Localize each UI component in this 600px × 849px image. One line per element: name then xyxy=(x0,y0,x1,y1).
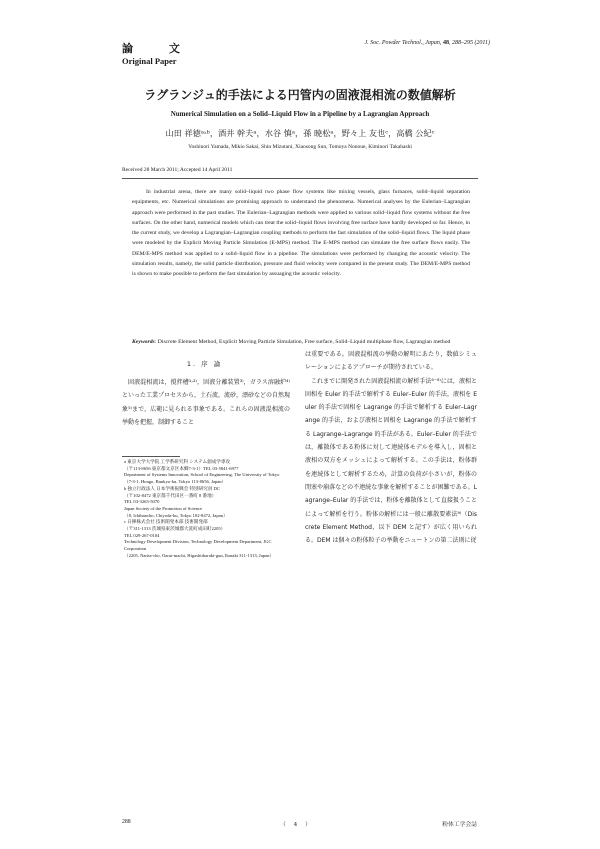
abstract: In industrial arena, there are many solid–liquid two phase flow systems like mixing vessels, glass furnaces, solid–liquid separation equipments, etc. Numerical simulations are promising approach to understand the phenomena. Numerical analyses by the Eulerian–Lagrangian approach were performed in the past studies. The Eulerian–Lagrangian methods were applied to various solid–liquid flow systems without the free surfaces. On the other hand, numerical models which can treat the solid–liquid flows involving free surface have hardly developed so far. Hence, in the current study, we develop a Lagrangian–Lagrangian coupling methods to perform the fast simulation of the solid–liquid flows. The liquid phase were modeled by the Explicit Moving Particle Simulation (E-MPS) method. The E-MPS method can simulate the free surface flows easily. The DEM/E-MPS method was applied to a solid–liquid flow in a pipeline. The simulations were performed by changing the acoustic velocity. The simulation results, namely, the solid particle distribution, pressure and fluid velocity were compared in the present study. The DEM/E-MPS method is shown to make possible to perform the fast simulation by assuaging the acoustic velocity. xyxy=(132,189,470,278)
section-label-ja: 論 文 xyxy=(122,42,196,55)
keywords-text: : Discrete Element Method, Explicit Moving Particle Simulation, Free surface, Solid–Liquid multiphase flow, Lagrangian method xyxy=(154,339,451,345)
section-label-en: Original Paper xyxy=(122,56,177,66)
affiliation-line: b 独立行政法人 日本学術振興会 特別研究員 DC xyxy=(124,485,220,491)
affiliation-line: c 日揮株式会社 技術開発本部 技術開発部 xyxy=(124,519,208,525)
title-ja: ラグランジュ的手法による円管内の固液混相流の数値解析 xyxy=(144,88,456,102)
affiliation-line: （〒113-8656 東京都文京区本郷7-3-1）TEL 03-5841-6977 xyxy=(124,465,239,471)
journal-suffix: , 288–295 (2011) xyxy=(448,40,490,46)
keywords-label: Keywords xyxy=(132,339,155,345)
right-column xyxy=(305,348,477,547)
right-para-2: これまでに開発された固液混相流の解析手法⁶⁻⁸⁾には，液相と固相を Euler 的手法で解析する Euler–Euler 的手法，液相を Euler 的手法で固相を Lagrange 的手法で解析する Euler–Lagrange 的手法，および液相と固相を Lagrange 的手法で解析する Lagrange–Lagrange 的手法がある。Euler–Euler 的手法では，離散体である粉体に対して連続体モデルを導入し，固相と液相の双方をメッシュによって解析する。この手法は，粉体群を連続体として解析するため，計算の負荷が小さいが，粉体の閉塞や崩落などの不連続な事象を解析することが困難である。Lagrange–Eular 的手法では，粉体を離散体として直接扱うことによって解析を行う。粉体の解析には一般に離散要素法⁹⁾（Discrete Element Method，以下 DEM と記す）が広く用いられる。DEM は個々の粉体粒子の挙動をニュートンの第二法則に従 xyxy=(305,377,477,545)
journal-citation xyxy=(365,40,491,46)
authors-en: Yoshinori Yamada, Mikio Sakai, Shin Mizutani, Xiaosong Sun, Tomoya Nonoue, Kiminori Takahashi xyxy=(188,144,412,150)
page-number: 288 xyxy=(122,819,131,825)
intro-paragraph: 固液混相流は，撹拌槽¹˒²⁾，固液分離装置³⁾，ガラス溶融炉⁴⁾といった工業プロセスから，土石流，流砂，漂砂などの自然現象⁵⁾まで，広範に見られる事象である。これらの固液混相流の挙動を把握，制御すること xyxy=(122,379,291,426)
affiliations xyxy=(124,459,292,560)
affiliation-line: （2205, Narita-cho, Oarai-machi, Higashiibaraki-gun, Ibaraki 311-1313, Japan） xyxy=(124,552,274,558)
section-heading-intro: 1. 序 論 xyxy=(186,360,223,368)
keywords xyxy=(132,338,512,347)
affiliation-line: （7-3-1, Hongo, Bunkyo-ku, Tokyo 113-8656, Japan） xyxy=(124,479,227,485)
affiliation-line: TEL 029-267-0104 xyxy=(124,532,160,538)
received-date: Received 28 March 2011; Accepted 14 April 2011 xyxy=(122,167,233,173)
affiliation-line: a 東京大学大学院 工学系研究科 システム創成学専攻 xyxy=(124,459,231,464)
title-en: Numerical Simulation on a Solid–Liquid Flow in a Pipeline by a Lagrangian Approach xyxy=(170,110,430,118)
affiliation-line: Technology Development Division, Technology Development Department, JGC Corporation xyxy=(124,539,272,552)
journal-name-footer: 粉体工学会誌 xyxy=(442,822,477,828)
affiliation-line: （〒311-1313 茨城県東茨城郡大洗町成田町2205） xyxy=(124,526,226,532)
affiliation-line: （8, Ichibancho, Chiyoda-ku, Tokyo 102-8472, Japan） xyxy=(124,512,228,518)
right-para-1: は重要である。固液混相流の挙動の解明にあたり，数値シミュレーションによるアプローチが期待されている。 xyxy=(305,351,477,372)
authors-ja: 山田 祥徳ᵃ˒ᵇ，酒井 幹夫ᵃ，水谷 慎ᵃ，孫 暁松ᵃ，野々上 友也ᶜ，高橋 公紀ᶜ xyxy=(165,128,435,138)
affiliation-line: （〒102-8472 東京都千代田区一番町 8 番地） xyxy=(124,492,217,498)
affiliation-line: Department of Systems Innovation, School of Engineering, The University of Tokyo xyxy=(124,472,280,478)
affiliation-divider xyxy=(122,456,180,457)
affiliation-line: TEL 03-3263-5070 xyxy=(124,499,160,505)
journal-prefix: J. Soc. Powder Technol., Japan, xyxy=(364,40,443,46)
divider-top xyxy=(122,178,478,179)
journal-volume: 48 xyxy=(442,40,449,46)
page-marker: （ 4 ） xyxy=(280,822,314,828)
affiliation-line: Japan Society of the Promotion of Science xyxy=(124,505,203,511)
